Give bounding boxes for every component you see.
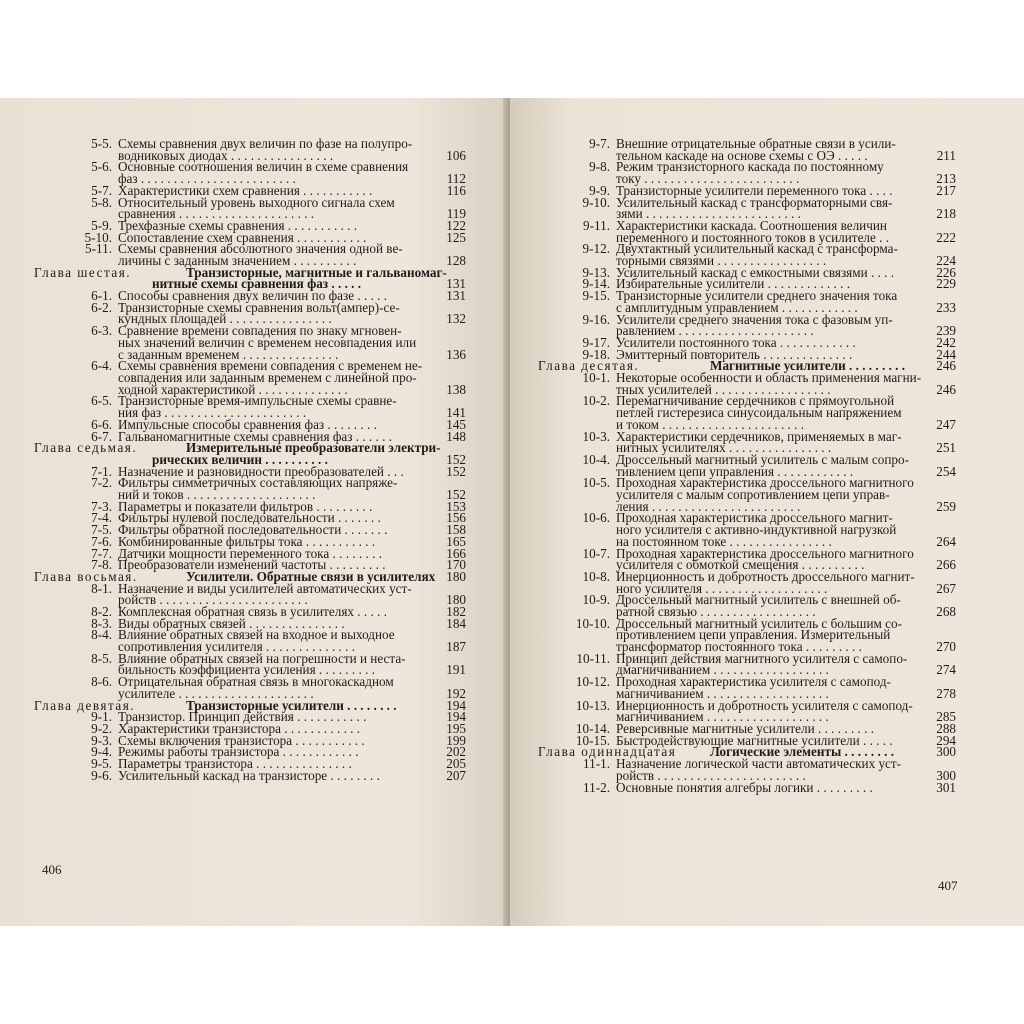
page-reference: 202 <box>446 744 466 760</box>
section-title-line: Способы сравнения двух величин по фазе . . . . . <box>118 288 388 304</box>
section-title-line: Транзисторные усилители . . . . . . . . <box>186 697 397 713</box>
section-title-line: Влияние обратных связей на входное и выходное <box>118 627 395 643</box>
page-reference: 156 <box>446 510 466 526</box>
section-title-line: Характеристики сердечников, применяемых в маг- <box>616 428 902 444</box>
section-title-line: Магнитные усилители . . . . . . . . . <box>710 358 906 374</box>
toc-entry <box>0 477 508 500</box>
page-reference: 166 <box>446 545 466 561</box>
page-reference: 199 <box>446 732 466 748</box>
section-number: 5-8. <box>91 194 112 210</box>
section-title-line: Транзисторные усилители среднего значения тока <box>616 288 898 304</box>
section-title-line: Фильтры симметричных составляющих напряже- <box>118 475 398 491</box>
page-reference: 247 <box>936 416 956 432</box>
section-number: 7-6. <box>91 533 112 549</box>
page-reference: 267 <box>936 580 956 596</box>
page-reference: 246 <box>936 381 956 397</box>
section-title-line: Влияние обратных связей на погрешности и неста- <box>118 650 406 666</box>
section-title-line: Инерционность и добротность усилителя с самопод- <box>616 697 913 713</box>
section-title-line: Усилительный каскад с трансформаторными свя- <box>616 194 893 210</box>
section-number: 9-8. <box>589 159 610 175</box>
toc-entry <box>0 138 508 161</box>
section-number: 7-3. <box>91 498 112 514</box>
toc-entry <box>510 138 1024 161</box>
toc-entry <box>510 311 1024 339</box>
section-number: 10-10. <box>575 615 610 631</box>
chapter-label: Глава десятая. <box>538 358 640 374</box>
section-number: 8-2. <box>91 604 112 619</box>
section-title-line: нитных усилителях . . . . . . . . . . . . . . . . <box>616 440 832 456</box>
section-title-line: Комплексная обратная связь в усилителях . . . . . <box>118 604 387 619</box>
page-reference: 131 <box>446 276 466 292</box>
section-title-line: кундных площадей . . . . . . . . . . . . . . . . <box>118 311 332 327</box>
section-number: 10-5. <box>582 475 610 491</box>
section-number: 9-15. <box>582 288 610 304</box>
section-number: 10-8. <box>582 568 610 584</box>
section-number: 9-1. <box>91 709 112 725</box>
section-title-line: водниковых диодах . . . . . . . . . . . . . . . . <box>118 147 334 163</box>
toc-entry <box>0 194 508 222</box>
page-reference: 194 <box>446 709 466 725</box>
section-title-line: ний и токов . . . . . . . . . . . . . . . . . . . . <box>118 486 316 502</box>
toc-entry <box>510 545 1024 573</box>
section-title-line: Усилители постоянного тока . . . . . . . . . . . . <box>616 334 856 350</box>
section-number: 9-4. <box>91 744 112 760</box>
section-title-line: Сопоставление схем сравнения . . . . . . . . . . . <box>118 229 367 245</box>
section-title-line: Режим транзисторного каскада по постоянному <box>616 159 884 175</box>
toc-entry <box>510 243 1024 266</box>
page-reference: 165 <box>446 533 466 549</box>
page-reference: 128 <box>446 252 466 268</box>
page-reference: 170 <box>446 557 466 573</box>
toc-entry <box>510 451 1024 479</box>
section-title-line: Импульсные способы сравнения фаз . . . . . . . . <box>118 416 377 432</box>
page-reference: 222 <box>936 229 956 245</box>
section-number: 5-5. <box>91 136 112 151</box>
section-number: 5-6. <box>91 159 112 175</box>
page-reference: 141 <box>446 405 466 421</box>
section-title-line: Проходная характеристика дроссельного магнитного <box>616 545 914 561</box>
section-number: 9-17. <box>582 334 610 350</box>
section-number: 10-14. <box>575 721 610 736</box>
section-title-line: Параметры и показатели фильтров . . . . . . . . . <box>118 498 373 514</box>
page-reference: 148 <box>446 428 466 444</box>
section-title-line: Инерционность и добротность дроссельного магнит- <box>616 568 915 584</box>
section-number: 8-5. <box>91 650 112 666</box>
section-number: 9-7. <box>589 136 610 151</box>
toc-entry <box>0 360 508 395</box>
section-number: 5-10. <box>84 229 112 245</box>
section-title-line: ных значений величин с временем несовпадения или <box>118 334 417 350</box>
section-title-line: Проходная характеристика усилителя с самопод- <box>616 674 891 690</box>
page-reference: 132 <box>446 311 466 327</box>
section-number: 7-2. <box>91 475 112 491</box>
toc-entry <box>510 676 1024 699</box>
section-number: 10-4. <box>582 451 610 467</box>
section-title-line: Измерительные преобразователи электри- <box>186 440 441 456</box>
page-reference: 294 <box>936 732 956 748</box>
toc-entry <box>510 217 1024 245</box>
page-reference: 122 <box>446 217 466 233</box>
chapter-label: Глава седьмая. <box>34 440 138 456</box>
section-title-line: Характеристики каскада. Соотношения величин <box>616 217 887 233</box>
section-title-line: Транзистор. Принцип действия . . . . . . . . . . . <box>118 709 367 725</box>
toc-entry <box>510 372 1024 395</box>
toc-entry <box>510 428 1024 456</box>
section-title-line: тивлением цепи управления . . . . . . . . . . . . <box>616 463 854 479</box>
section-title-line: Характеристики схем сравнения . . . . . . . . . . . <box>118 182 373 198</box>
section-title-line: Сравнение времени совпадения по знаку мгновен- <box>118 323 402 339</box>
toc-entry <box>510 758 1024 781</box>
section-title-line: Назначение логической части автоматических уст- <box>616 756 902 772</box>
toc-entry <box>510 477 1024 512</box>
page-reference: 244 <box>936 346 956 362</box>
section-number: 9-18. <box>582 346 610 362</box>
page-reference: 301 <box>936 779 956 795</box>
page-reference: 274 <box>936 662 956 678</box>
toc-entry <box>0 627 508 655</box>
section-title-line: рических величин . . . . . . . . . . <box>152 451 328 467</box>
toc-entry <box>510 395 1024 430</box>
section-title-line: совпадения или заданным временем с линейной про- <box>118 369 417 385</box>
toc-entry <box>0 325 508 360</box>
page-reference: 158 <box>446 522 466 538</box>
section-title-line: ного усилителя с активно-индуктивной нагрузкой <box>616 522 897 538</box>
page-reference: 226 <box>936 264 956 280</box>
section-title-line: Транзисторные, магнитные и гальваномаг- <box>186 264 447 280</box>
section-number: 10-7. <box>582 545 610 561</box>
page-reference: 106 <box>446 147 466 163</box>
page-reference: 112 <box>446 171 466 187</box>
section-number: 6-2. <box>91 299 112 315</box>
toc-entry <box>510 779 1024 795</box>
section-number: 5-7. <box>91 182 112 198</box>
section-title-line: нитные схемы сравнения фаз . . . . . <box>152 276 362 292</box>
section-title-line: Усилительный каскад на транзисторе . . . . . . . . <box>118 767 380 783</box>
section-number: 9-9. <box>589 182 610 198</box>
toc-entry <box>510 290 1024 313</box>
section-number: 6-7. <box>91 428 112 444</box>
page-reference: 152 <box>446 463 466 479</box>
section-number: 7-8. <box>91 557 112 573</box>
section-title-line: равлением . . . . . . . . . . . . . . . . . . . . . <box>616 323 814 339</box>
section-title-line: противлением цепи управления. Измерительный <box>616 627 891 643</box>
section-title-line: Усилительный каскад с емкостными связями . . . . <box>616 264 895 280</box>
page-reference: 205 <box>446 756 466 772</box>
section-title-line: Дроссельный магнитный усилитель с большим со- <box>616 615 902 631</box>
section-title-line: ного усилителя . . . . . . . . . . . . . . . . . . . <box>616 580 828 596</box>
page-reference: 229 <box>936 276 956 292</box>
section-number: 6-5. <box>91 393 112 409</box>
toc-entry <box>0 676 508 699</box>
section-title-line: Внешние отрицательные обратные связи в усили- <box>616 136 896 151</box>
page-reference: 254 <box>936 463 956 479</box>
section-title-line: Схемы сравнения абсолютного значения одной ве- <box>118 241 403 257</box>
section-number: 6-3. <box>91 323 112 339</box>
page-reference: 213 <box>936 171 956 187</box>
section-title-line: ройств . . . . . . . . . . . . . . . . . . . . . . . <box>118 592 308 608</box>
toc-entry <box>510 650 1024 678</box>
page-reference: 285 <box>936 709 956 725</box>
page-reference: 180 <box>446 568 466 584</box>
section-number: 9-5. <box>91 756 112 772</box>
page-reference: 266 <box>936 557 956 573</box>
section-title-line: Назначение и разновидности преобразователей . . . <box>118 463 404 479</box>
section-title-line: Эмиттерный повторитель . . . . . . . . . . . . . . <box>616 346 853 362</box>
section-number: 5-9. <box>91 217 112 233</box>
section-title-line: Проходная характеристика дроссельного магнит- <box>616 510 893 526</box>
page-reference: 278 <box>936 685 956 701</box>
section-title-line: Реверсивные магнитные усилители . . . . . . . . . <box>616 721 875 736</box>
section-number: 7-7. <box>91 545 112 561</box>
section-title-line: усилителя с обмоткой смещения . . . . . . . . . . <box>616 557 865 573</box>
section-title-line: Назначение и виды усилителей автоматических уст- <box>118 580 412 596</box>
page-reference: 119 <box>446 206 466 222</box>
section-title-line: Характеристики транзистора . . . . . . . . . . . . <box>118 721 361 736</box>
section-title-line: Усилители. Обратные связи в усилителях <box>186 568 436 584</box>
section-title-line: сравнения . . . . . . . . . . . . . . . . . . . . . <box>118 206 315 222</box>
left-page <box>0 98 508 926</box>
section-title-line: Гальваномагнитные схемы сравнения фаз . . . . . . <box>118 428 393 444</box>
page-reference: 264 <box>936 533 956 549</box>
section-title-line: Перемагничивание сердечников с прямоугольной <box>616 393 895 409</box>
section-number: 9-11. <box>583 217 610 233</box>
toc-entry <box>0 299 508 327</box>
page-reference: 125 <box>446 229 466 245</box>
section-number: 11-1. <box>583 756 610 772</box>
section-number: 9-14. <box>582 276 610 292</box>
toc-entry <box>0 767 508 783</box>
page-reference: 191 <box>446 662 466 678</box>
chapter-label: Глава шестая. <box>34 264 132 280</box>
section-number: 10-12. <box>575 674 610 690</box>
page-reference: 184 <box>446 615 466 631</box>
section-number: 10-13. <box>575 697 610 713</box>
section-number: 7-1. <box>91 463 112 479</box>
section-number: 6-1. <box>91 288 112 304</box>
section-title-line: Двухтактный усилительный каскад с трансформа- <box>616 241 898 257</box>
section-number: 8-3. <box>91 615 112 631</box>
chapter-label: Глава девятая. <box>34 697 136 713</box>
section-title-line: Дроссельный магнитный усилитель с внешней об- <box>616 592 901 608</box>
section-title-line: Датчики мощности переменного тока . . . . . . . . <box>118 545 382 561</box>
section-title-line: Логические элементы . . . . . . . . <box>710 744 895 760</box>
section-number: 10-2. <box>582 393 610 409</box>
section-title-line: Комбинированные фильтры тока . . . . . . . . . . . <box>118 533 376 549</box>
section-title-line: Фильтры нулевой последовательности . . . . . . . <box>118 510 381 526</box>
section-number: 7-5. <box>91 522 112 538</box>
section-number: 5-11. <box>85 241 112 257</box>
toc-entry <box>510 615 1024 655</box>
page-reference: 288 <box>936 721 956 736</box>
page-reference: 152 <box>446 486 466 502</box>
section-number: 11-2. <box>583 779 610 795</box>
section-title-line: Отрицательная обратная связь в многокаскадном <box>118 674 394 690</box>
section-title-line: тельном каскаде на основе схемы с ОЭ . . . . . <box>616 147 868 163</box>
section-title-line: дмагничиванием . . . . . . . . . . . . . . . . . . <box>616 662 829 678</box>
section-title-line: Схемы сравнения времени совпадения с временем не- <box>118 358 423 374</box>
section-number: 9-3. <box>91 732 112 748</box>
section-title-line: ройств . . . . . . . . . . . . . . . . . . . . . . . <box>616 767 806 783</box>
section-number: 7-4. <box>91 510 112 526</box>
toc-entry <box>510 194 1024 222</box>
section-title-line: Проходная характеристика дроссельного магнитного <box>616 475 914 491</box>
toc-entry <box>0 650 508 678</box>
page-reference: 224 <box>936 252 956 268</box>
page-reference: 182 <box>446 604 466 619</box>
section-title-line: с амплитудным управлением . . . . . . . . . . . . <box>616 299 858 315</box>
section-title-line: сопротивления усилителя . . . . . . . . . . . . . . <box>118 639 356 655</box>
page-reference: 152 <box>446 451 466 467</box>
toc-entry <box>510 159 1024 187</box>
section-title-line: Принцип действия магнитного усилителя с самопо- <box>616 650 908 666</box>
toc-chapter-heading <box>0 442 508 465</box>
toc-entry <box>510 594 1024 617</box>
page-reference: 242 <box>936 334 956 350</box>
section-number: 6-4. <box>91 358 112 374</box>
section-title-line: Некоторые особенности и область применения магни- <box>616 370 922 385</box>
page-reference: 251 <box>936 440 956 456</box>
page-reference: 300 <box>936 744 956 760</box>
toc-entry <box>0 243 508 266</box>
section-number: 6-6. <box>91 416 112 432</box>
page-reference: 187 <box>446 639 466 655</box>
chapter-label: Глава одиннадцатая <box>538 744 677 760</box>
page-number-right: 407 <box>938 878 958 893</box>
page-reference: 136 <box>446 346 466 362</box>
section-title-line: Усилители среднего значения тока с фазовым уп- <box>616 311 893 327</box>
toc-chapter-heading <box>0 264 508 292</box>
section-number: 10-15. <box>575 732 610 748</box>
section-title-line: магничиванием . . . . . . . . . . . . . . . . . . . <box>616 685 829 701</box>
section-number: 10-11. <box>576 650 610 666</box>
section-title-line: Преобразователи изменений частоты . . . . . . . . . <box>118 557 386 573</box>
section-title-line: переменного и постоянного токов в усилителе . . <box>616 229 890 245</box>
section-title-line: Быстродействующие магнитные усилители . . . . . <box>616 732 893 748</box>
page-reference: 195 <box>446 721 466 736</box>
toc-entry <box>510 512 1024 547</box>
section-title-line: торными связями . . . . . . . . . . . . . . . . . <box>616 252 827 268</box>
section-title-line: Схемы включения транзистора . . . . . . . . . . . <box>118 732 365 748</box>
section-title-line: Относительный уровень выходного сигнала схем <box>118 194 395 210</box>
section-number: 10-1. <box>582 370 610 385</box>
page-reference: 180 <box>446 592 466 608</box>
section-number: 9-12. <box>582 241 610 257</box>
section-title-line: с заданным временем . . . . . . . . . . . . . . . <box>118 346 339 362</box>
toc-entry <box>510 697 1024 725</box>
toc-entry <box>0 393 508 421</box>
page-reference: 270 <box>936 639 956 655</box>
section-title-line: ления . . . . . . . . . . . . . . . . . . . . . . . <box>616 498 801 514</box>
section-number: 8-4. <box>91 627 112 643</box>
toc-entry <box>510 568 1024 596</box>
page-reference: 300 <box>936 767 956 783</box>
section-number: 10-6. <box>582 510 610 526</box>
section-title-line: трансформатор постоянного тока . . . . . . . . . <box>616 639 862 655</box>
toc-entry <box>0 580 508 608</box>
section-number: 8-1. <box>91 580 112 596</box>
section-title-line: ходной характеристикой . . . . . . . . . . . . . . <box>118 381 348 397</box>
section-number: 9-2. <box>91 721 112 736</box>
section-title-line: Схемы сравнения двух величин по фазе на полупро- <box>118 136 413 151</box>
section-title-line: зями . . . . . . . . . . . . . . . . . . . . . . . . <box>616 206 801 222</box>
toc-right <box>510 98 1024 926</box>
page-reference: 218 <box>936 206 956 222</box>
section-title-line: магничиванием . . . . . . . . . . . . . . . . . . . <box>616 709 829 725</box>
section-title-line: току . . . . . . . . . . . . . . . . . . . . . . . . <box>616 171 800 187</box>
section-title-line: Режимы работы транзистора . . . . . . . . . . . . <box>118 744 359 760</box>
section-title-line: петлей гистерезиса синусоидальным напряжением <box>616 405 902 421</box>
page-reference: 268 <box>936 603 956 619</box>
section-title-line: Транзисторные схемы сравнения вольт(ампер)-се- <box>118 299 400 315</box>
toc-left <box>0 98 508 926</box>
page-reference: 192 <box>446 685 466 701</box>
section-title-line: Дроссельный магнитный усилитель с малым сопро- <box>616 451 909 467</box>
section-title-line: Основные соотношения величин в схеме сравнения <box>118 159 409 175</box>
right-page <box>510 98 1024 926</box>
page-reference: 259 <box>936 498 956 514</box>
section-title-line: тных усилителей . . . . . . . . . . . . . . . . . . <box>616 381 831 397</box>
section-number: 8-6. <box>91 674 112 690</box>
page-reference: 217 <box>936 182 956 198</box>
section-title-line: Трехфазные схемы сравнения . . . . . . . . . . . <box>118 217 358 233</box>
page-reference: 131 <box>446 288 466 304</box>
page-reference: 153 <box>446 498 466 514</box>
page-reference: 246 <box>936 358 956 374</box>
section-number: 9-13. <box>582 264 610 280</box>
section-title-line: ратной связью . . . . . . . . . . . . . . . . . . <box>616 603 816 619</box>
section-number: 10-9. <box>582 592 610 608</box>
section-title-line: усилителе . . . . . . . . . . . . . . . . . . . . . <box>118 685 314 701</box>
section-title-line: Транзисторные время-импульсные схемы сравне- <box>118 393 397 409</box>
section-title-line: и током . . . . . . . . . . . . . . . . . . . . . . <box>616 416 805 432</box>
section-title-line: Фильтры обратной последовательности . . . . . . . <box>118 522 388 538</box>
section-title-line: бильность коэффициента усиления . . . . . . . . . <box>118 662 375 678</box>
section-number: 10-3. <box>582 428 610 444</box>
page-reference: 239 <box>936 323 956 339</box>
section-title-line: Основные понятия алгебры логики . . . . . . . . . <box>616 779 873 795</box>
section-title-line: Виды обратных связей . . . . . . . . . . . . . . . <box>118 615 345 631</box>
page-reference: 194 <box>446 697 466 713</box>
section-title-line: личины с заданным значением . . . . . . . . . . <box>118 252 357 268</box>
section-number: 9-6. <box>91 767 112 783</box>
toc-entry <box>0 159 508 187</box>
page-reference: 116 <box>446 182 466 198</box>
section-number: 9-16. <box>582 311 610 327</box>
page-reference: 207 <box>446 767 466 783</box>
section-title-line: на постоянном токе . . . . . . . . . . . . . . . . <box>616 533 832 549</box>
section-number: 9-10. <box>582 194 610 210</box>
chapter-label: Глава восьмая. <box>34 568 138 584</box>
section-title-line: Избирательные усилители . . . . . . . . . . . . . <box>616 276 851 292</box>
page-number-left: 406 <box>42 862 62 877</box>
section-title-line: ния фаз . . . . . . . . . . . . . . . . . . . . . . <box>118 405 307 421</box>
section-title-line: фаз . . . . . . . . . . . . . . . . . . . . . . . . <box>118 171 296 187</box>
page-reference: 233 <box>936 299 956 315</box>
section-title-line: Транзисторные усилители переменного тока . . . . <box>616 182 893 198</box>
section-title-line: Параметры транзистора . . . . . . . . . . . . . . . <box>118 756 352 772</box>
page-reference: 138 <box>446 381 466 397</box>
section-title-line: усилителя с малым сопротивлением цепи управ- <box>616 486 890 502</box>
page-reference: 145 <box>446 416 466 432</box>
page-reference: 211 <box>936 147 956 163</box>
